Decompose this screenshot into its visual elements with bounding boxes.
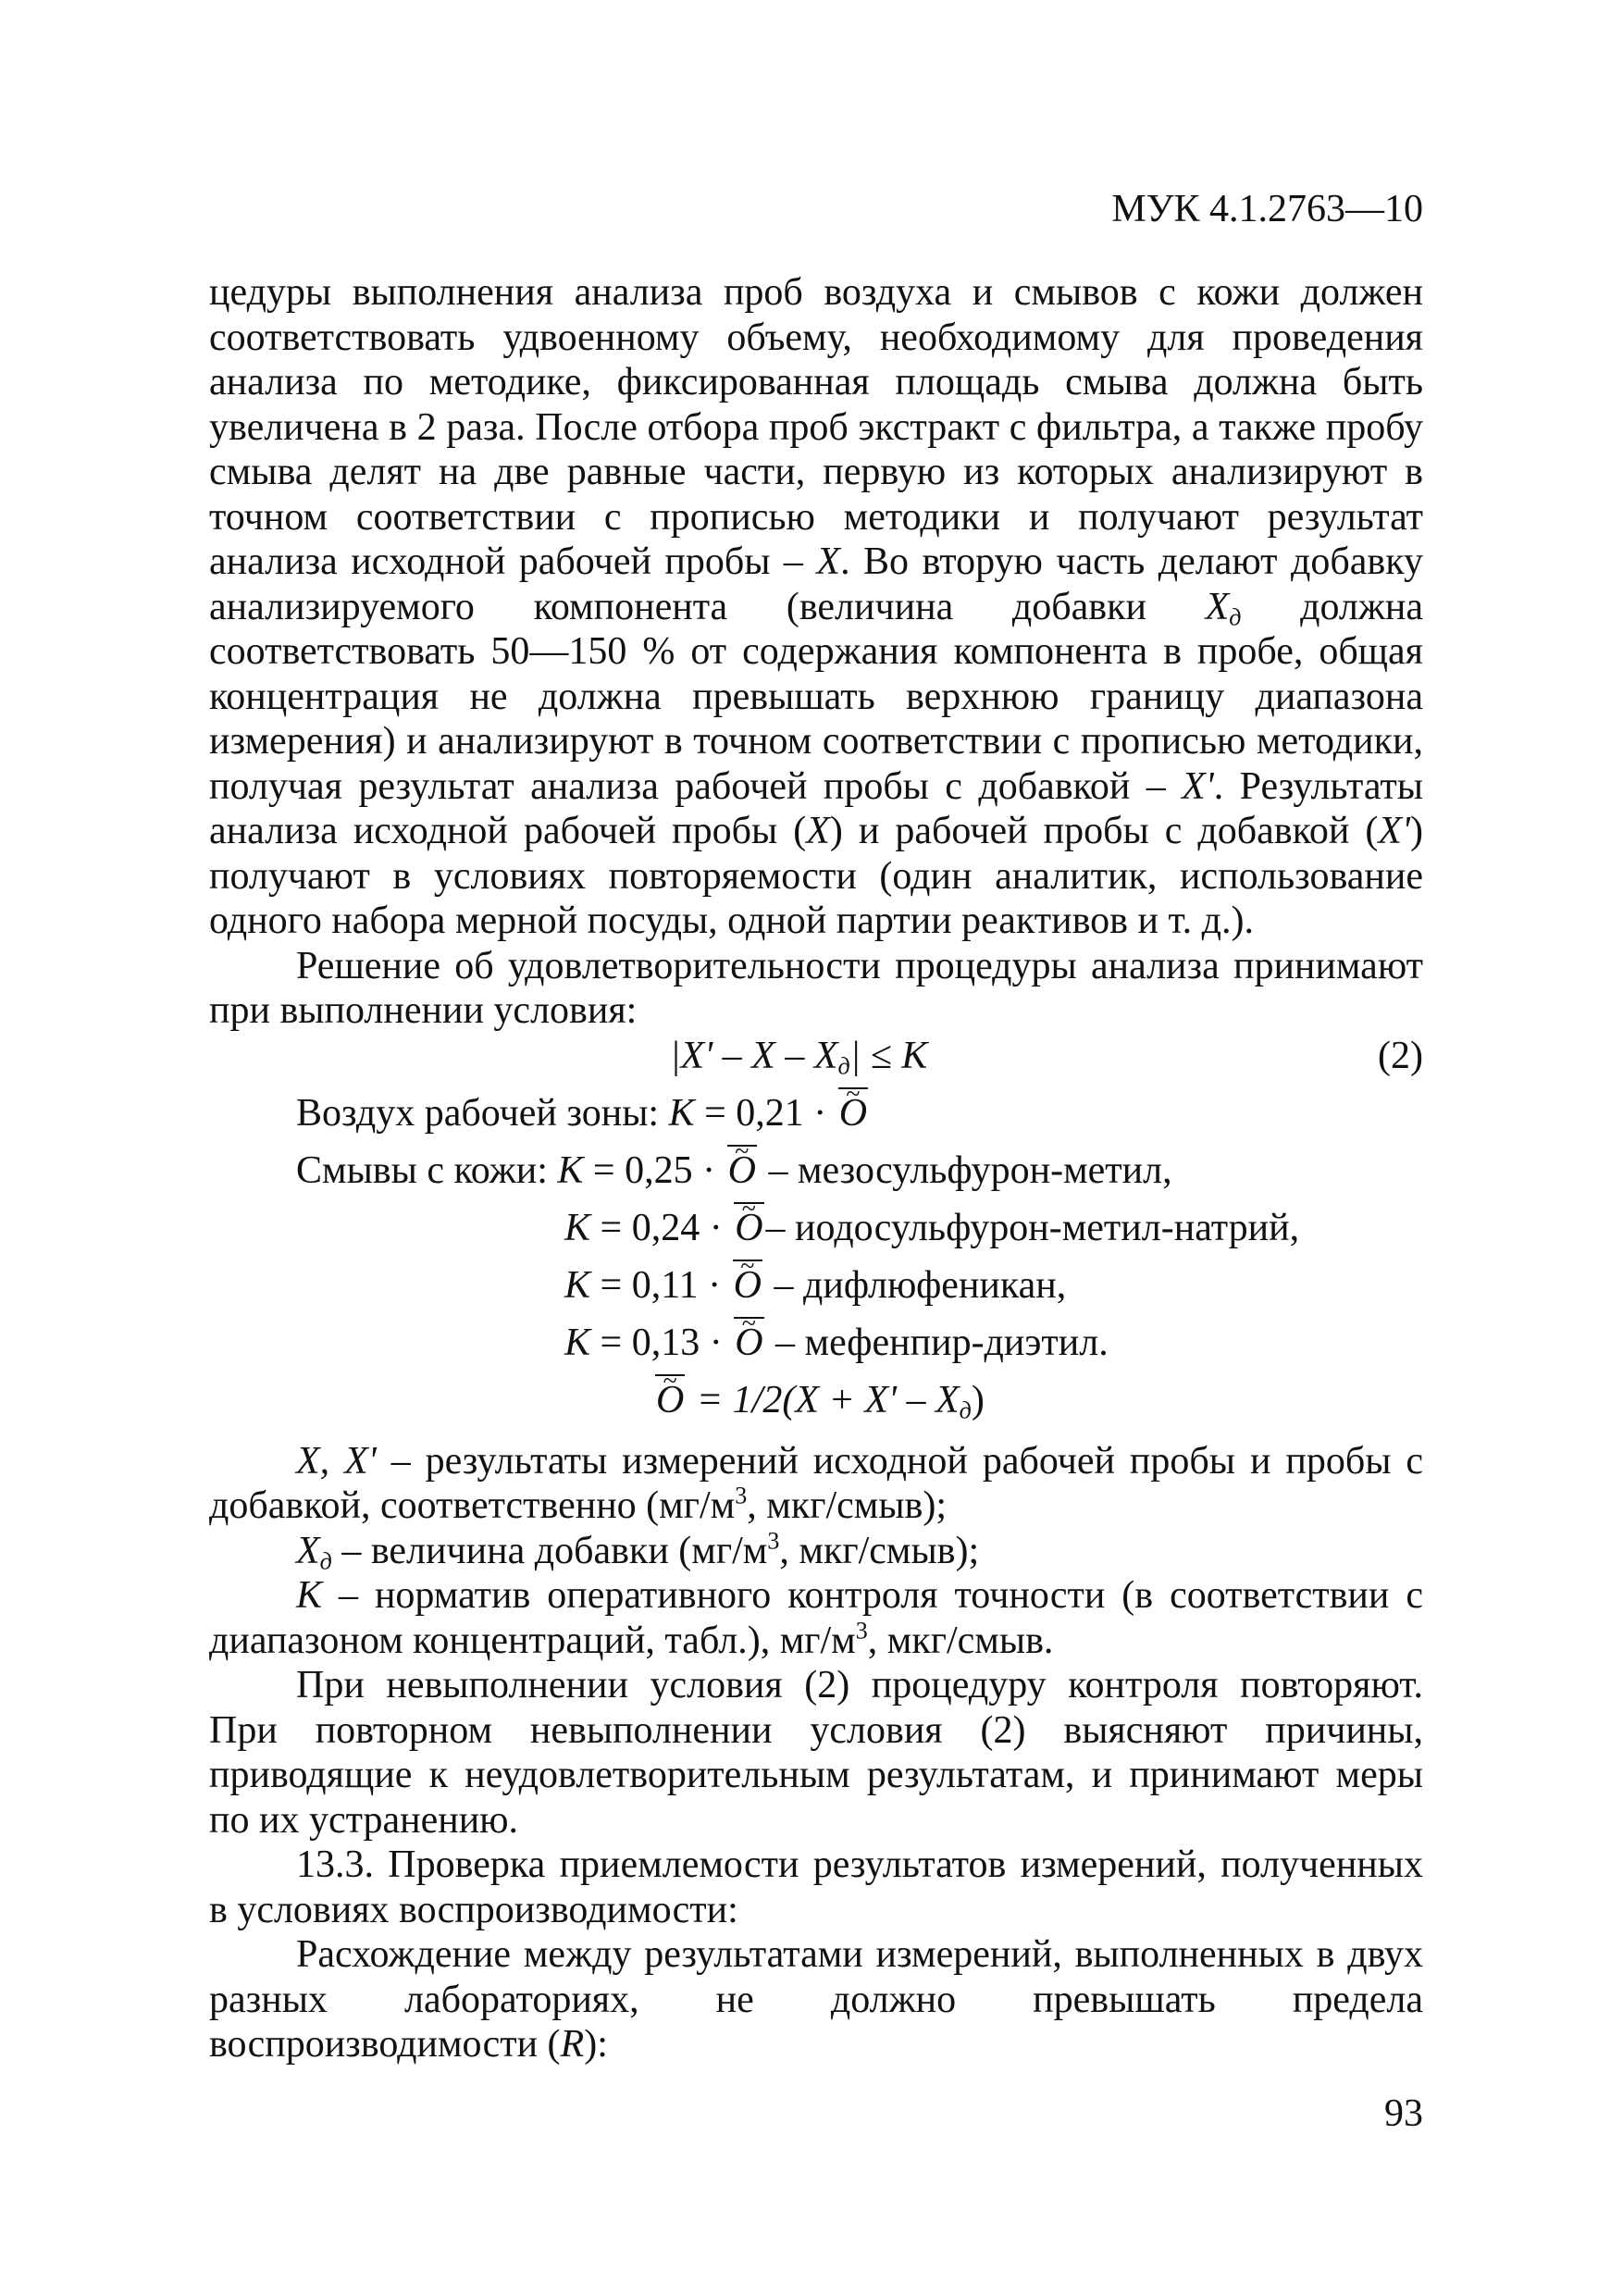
skin-coefficient: = 0,11 ·: [590, 1263, 731, 1307]
superscript: 3: [767, 1526, 780, 1554]
substance-name: – мефенпир-диэтил.: [765, 1321, 1109, 1364]
definition-k: [209, 1573, 1423, 1663]
skin-formula: [296, 1148, 1172, 1194]
formula-text: ): [971, 1378, 985, 1421]
air-coefficient: = 0,21 ·: [694, 1091, 836, 1135]
mean-o-symbol: O ~: [732, 1321, 765, 1366]
substance-name: – мезосульфурон-метил,: [758, 1148, 1172, 1192]
substance-name: – дифлюфеникан,: [763, 1263, 1067, 1307]
section-13-3-heading: 13.3. Проверка приемлемости результатов измерений, полученных в условиях воспроизводимости:: [209, 1843, 1423, 1931]
definition-x-xprime: [209, 1439, 1423, 1529]
mean-o-symbol: O ~: [653, 1378, 687, 1423]
symbol-k: K: [296, 1574, 323, 1617]
skin-coefficient: = 0,25 ·: [583, 1148, 725, 1192]
skin-coefficient: = 0,24 ·: [590, 1206, 733, 1249]
page-number: 93: [1384, 2092, 1423, 2135]
text-run: – величина добавки (мг/м: [331, 1529, 768, 1572]
formula-subscript: д: [837, 1052, 850, 1079]
skin-formula-line-3: [209, 1263, 1423, 1321]
skin-formula: [564, 1206, 1299, 1251]
paragraph-decision: Решение об удовлетворительности процедуры анализа принимают при выполнении условия:: [209, 944, 1423, 1032]
mean-formula: [653, 1378, 985, 1423]
skin-label: Смывы с кожи:: [296, 1148, 558, 1192]
air-formula: [296, 1091, 870, 1136]
formula-condition: [670, 1034, 927, 1079]
mean-formula-line: [209, 1378, 1423, 1439]
paragraph-failure: При невыполнении условия (2) процедуру контроля повторяют. При повторном невыполнении условия (2) выясняют причины, приводящие к неудовлетворительным результатам, и принимают меры по их устранению.: [209, 1664, 1423, 1842]
mean-o-symbol: O ~: [836, 1091, 870, 1136]
document-id-header: МУК 4.1.2763—10: [1111, 188, 1423, 230]
skin-formula-line-4: [209, 1321, 1423, 1378]
subscript-d: д: [319, 1547, 332, 1574]
skin-formula-line-2: [209, 1206, 1423, 1263]
symbol-xd: X: [1205, 585, 1230, 628]
superscript: 3: [855, 1616, 868, 1644]
symbol-k: K: [564, 1206, 591, 1249]
mean-o-symbol: O ~: [732, 1206, 765, 1251]
symbol-x: X: [816, 540, 841, 583]
equation-number: (2): [1378, 1034, 1423, 1077]
mean-o-symbol: O ~: [731, 1263, 764, 1309]
skin-formula: [564, 1321, 1109, 1366]
text-run: – норматив оперативного контроля точности (в соответствии с диапазоном концентраций, табл.), мг/м: [209, 1574, 1423, 1662]
skin-formula-line-1: [209, 1148, 1423, 1206]
symbol-k: K: [564, 1321, 591, 1364]
text-run: должна соответствовать 50—150 % от содержания компонента в пробе, общая концентрация не должна превышать верхнюю границу диапазона измерения) и анализируют в точном соответствии с прописью методики, получая результат анализа рабочей пробы с добавкой –: [209, 585, 1423, 808]
skin-formula: [564, 1263, 1066, 1309]
text-run: цедуры выполнения анализа проб воздуха и смывов с кожи должен соответствовать удвоенному объему, необходимому для проведения анализа по методике, фиксированная площадь смыва должна быть увеличена в 2 раза. После отбора проб экстракт с фильтра, а также пробу смыва делят на две равные части, первую из которых анализируют в точном соответствии с прописью методики и получают результат анализа исходной рабочей пробы –: [209, 271, 1423, 583]
symbol-k: K: [668, 1091, 695, 1135]
substance-name: – иодосульфурон-метил-натрий,: [765, 1206, 1300, 1249]
symbol-x: X: [296, 1529, 320, 1572]
symbol-k: K: [564, 1263, 591, 1307]
formula-text: |X' – X – X: [670, 1034, 838, 1077]
paragraph-procedure: [209, 270, 1423, 944]
definition-xd: [209, 1526, 1423, 1574]
text-run: Расхождение между результатами измерений, выполненных в двух разных лабораториях, не должно превышать предела воспроизводимости (: [209, 1933, 1423, 2066]
text-run: , мкг/смыв.: [867, 1619, 1054, 1662]
formula-subscript: д: [959, 1396, 972, 1423]
text-run: – результаты измерений исходной рабочей пробы и пробы с добавкой, соответственно (мг/м: [209, 1439, 1424, 1527]
formula-text: | ≤ K: [849, 1034, 928, 1077]
air-label: Воздух рабочей зоны:: [296, 1091, 669, 1135]
paragraph-reproducibility: [209, 1932, 1423, 2067]
formula-condition-2: [209, 1034, 1423, 1091]
text-run: ) и рабочей пробы с добавкой (: [829, 810, 1379, 852]
text-run: . Результаты анализа исходной рабочей пробы (: [209, 764, 1423, 852]
text-run: . Во вторую часть делают добавку анализируемого компонента (величина добавки: [209, 540, 1424, 628]
text-run: ):: [584, 2023, 608, 2066]
mean-o-symbol: O ~: [725, 1148, 759, 1194]
skin-coefficient: = 0,13 ·: [590, 1321, 733, 1364]
text-run: , мкг/смыв);: [779, 1529, 980, 1572]
symbol-k: K: [557, 1148, 584, 1192]
formula-text: = 1/2(X + X' – X: [687, 1378, 960, 1421]
symbol-x-prime: X': [1378, 810, 1411, 852]
symbol-x-prime: X': [1182, 764, 1214, 808]
page-body: [209, 270, 1423, 2067]
superscript: 3: [735, 1482, 748, 1509]
text-run: , мкг/смыв);: [747, 1484, 948, 1527]
symbol-x-xprime: X, X': [296, 1439, 377, 1483]
text-run: ) получают в условиях повторяемости (один аналитик, использование одного набора мерной посуды, одной партии реактивов и т. д.).: [209, 810, 1424, 942]
subscript-d: д: [1229, 603, 1242, 630]
symbol-r: R: [560, 2023, 585, 2066]
air-formula-line: [209, 1091, 1423, 1148]
symbol-x: X: [806, 810, 830, 852]
